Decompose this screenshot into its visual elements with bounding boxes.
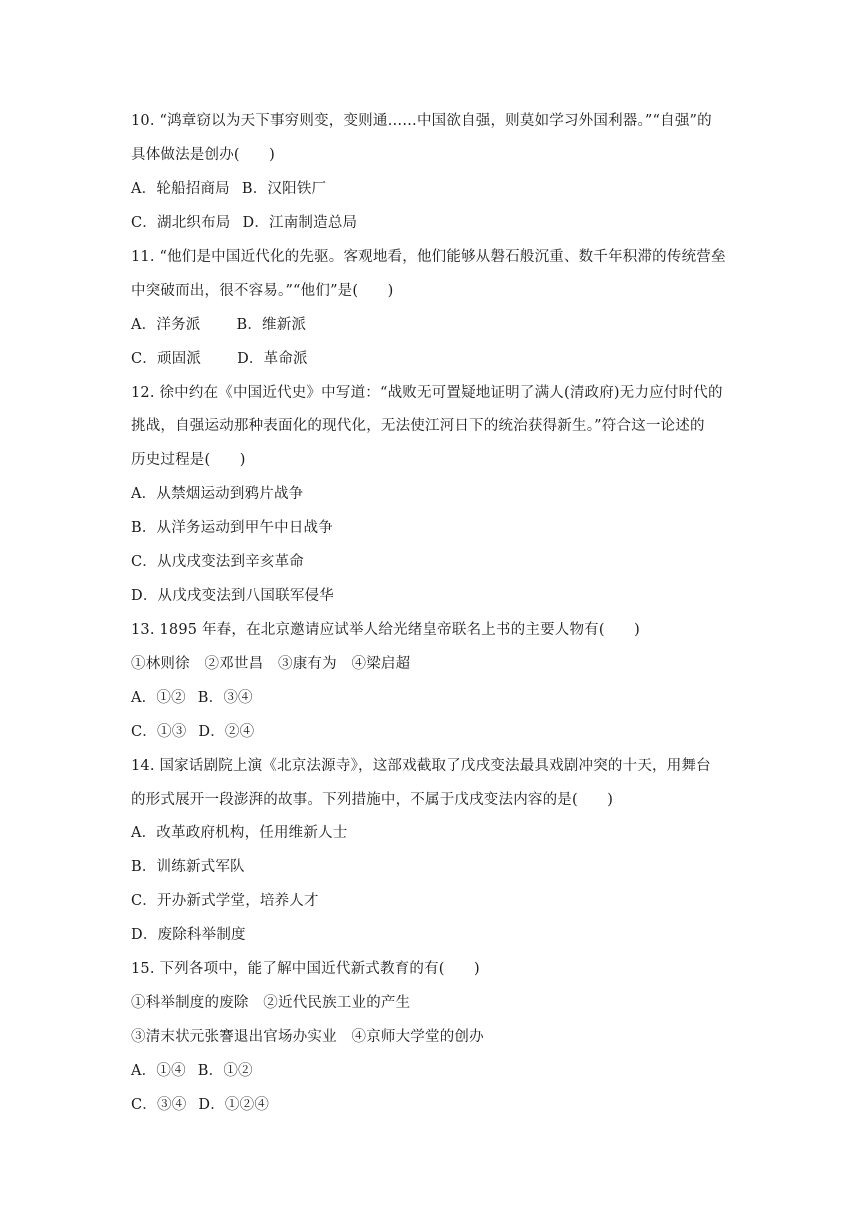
q10-option-d: D．江南制造总局 (242, 215, 358, 231)
q11-option-c: C．顽固派 (131, 351, 202, 367)
q13-options-row-1 (131, 688, 741, 708)
q11-option-d: D．革命派 (237, 351, 308, 367)
q10-option-c: C．湖北织布局 (131, 215, 231, 231)
q10-options-row-1 (131, 179, 741, 199)
q10-option-a: A．轮船招商局 (131, 181, 230, 197)
q13-option-a: A．①② (131, 690, 186, 706)
q13-options-row-2 (131, 722, 741, 742)
q15-options-row-2 (131, 1095, 741, 1115)
q14-stem-line-1: 14. 国家话剧院上演《北京法源寺》，这部戏截取了戊戌变法最具戏剧冲突的十天，用舞台 (131, 758, 711, 774)
q13-items-line-1: ①林则徐 ②邓世昌 ③康有为 ④梁启超 (131, 656, 411, 672)
q15-items-line-1: ①科举制度的废除 ②近代民族工业的产生 (131, 995, 411, 1011)
q11-option-b: B．维新派 (236, 317, 307, 333)
q10-options-row-2 (131, 213, 741, 233)
q13-option-b: B．③④ (197, 690, 253, 706)
q10-option-b: B．汉阳铁厂 (241, 181, 327, 197)
q14-stem-line-2: 的形式展开一段澎湃的故事。下列措施中，不属于戊戌变法内容的是( ) (131, 792, 614, 808)
q14-option-b: B．训练新式军队 (131, 859, 245, 875)
q13-option-d: D．②④ (198, 724, 255, 740)
q10-stem-line-1: 10. “鸿章窃以为天下事穷则变，变则通……中国欲自强，则莫如学习外国利器。”“自强”的 (131, 113, 712, 129)
q12-stem-line-3: 历史过程是( ) (131, 452, 246, 468)
q14-option-d: D．废除科举制度 (131, 927, 246, 943)
q15-option-b: B．①② (197, 1063, 253, 1079)
q11-options-row-2 (131, 349, 741, 369)
q10-stem-line-2: 具体做法是创办( ) (131, 147, 276, 163)
q11-stem-line-2: 中突破而出，很不容易。”“他们”是( ) (131, 283, 394, 299)
q11-stem-line-1: 11. “他们是中国近代化的先驱。客观地看，他们能够从磐石般沉重、数千年积滞的传统营垒 (131, 249, 726, 265)
q13-option-c: C．①③ (131, 724, 187, 740)
q15-stem-line-1: 15. 下列各项中，能了解中国近代新式教育的有( ) (131, 961, 480, 977)
q12-option-b: B．从洋务运动到甲午中日战争 (131, 520, 333, 536)
q15-option-c: C．③④ (131, 1097, 187, 1113)
q11-option-a: A．洋务派 (131, 317, 201, 333)
q15-options-row-1 (131, 1061, 741, 1081)
q15-option-d: D．①②④ (198, 1097, 270, 1113)
q15-items-line-2: ③清末状元张謇退出官场办实业 ④京师大学堂的创办 (131, 1029, 484, 1045)
q14-option-a: A．改革政府机构，任用维新人士 (131, 825, 348, 841)
q12-option-d: D．从戊戌变法到八国联军侵华 (131, 588, 334, 604)
q14-option-c: C．开办新式学堂，培养人才 (131, 893, 319, 909)
q13-stem-line-1: 13. 1895 年春，在北京邀请应试举人给光绪皇帝联名上书的主要人物有( ) (131, 622, 640, 638)
q12-option-a: A．从禁烟运动到鸦片战争 (131, 486, 304, 502)
q11-options-row-1 (131, 315, 741, 335)
q12-stem-line-1: 12. 徐中约在《中国近代史》中写道：“战败无可置疑地证明了满人(清政府)无力应付时代的 (131, 385, 723, 401)
q15-option-a: A．①④ (131, 1063, 186, 1079)
q12-stem-line-2: 挑战，自强运动那种表面化的现代化，无法使江河日下的统治获得新生。”符合这一论述的 (131, 418, 705, 434)
q12-option-c: C．从戊戌变法到辛亥革命 (131, 554, 304, 570)
